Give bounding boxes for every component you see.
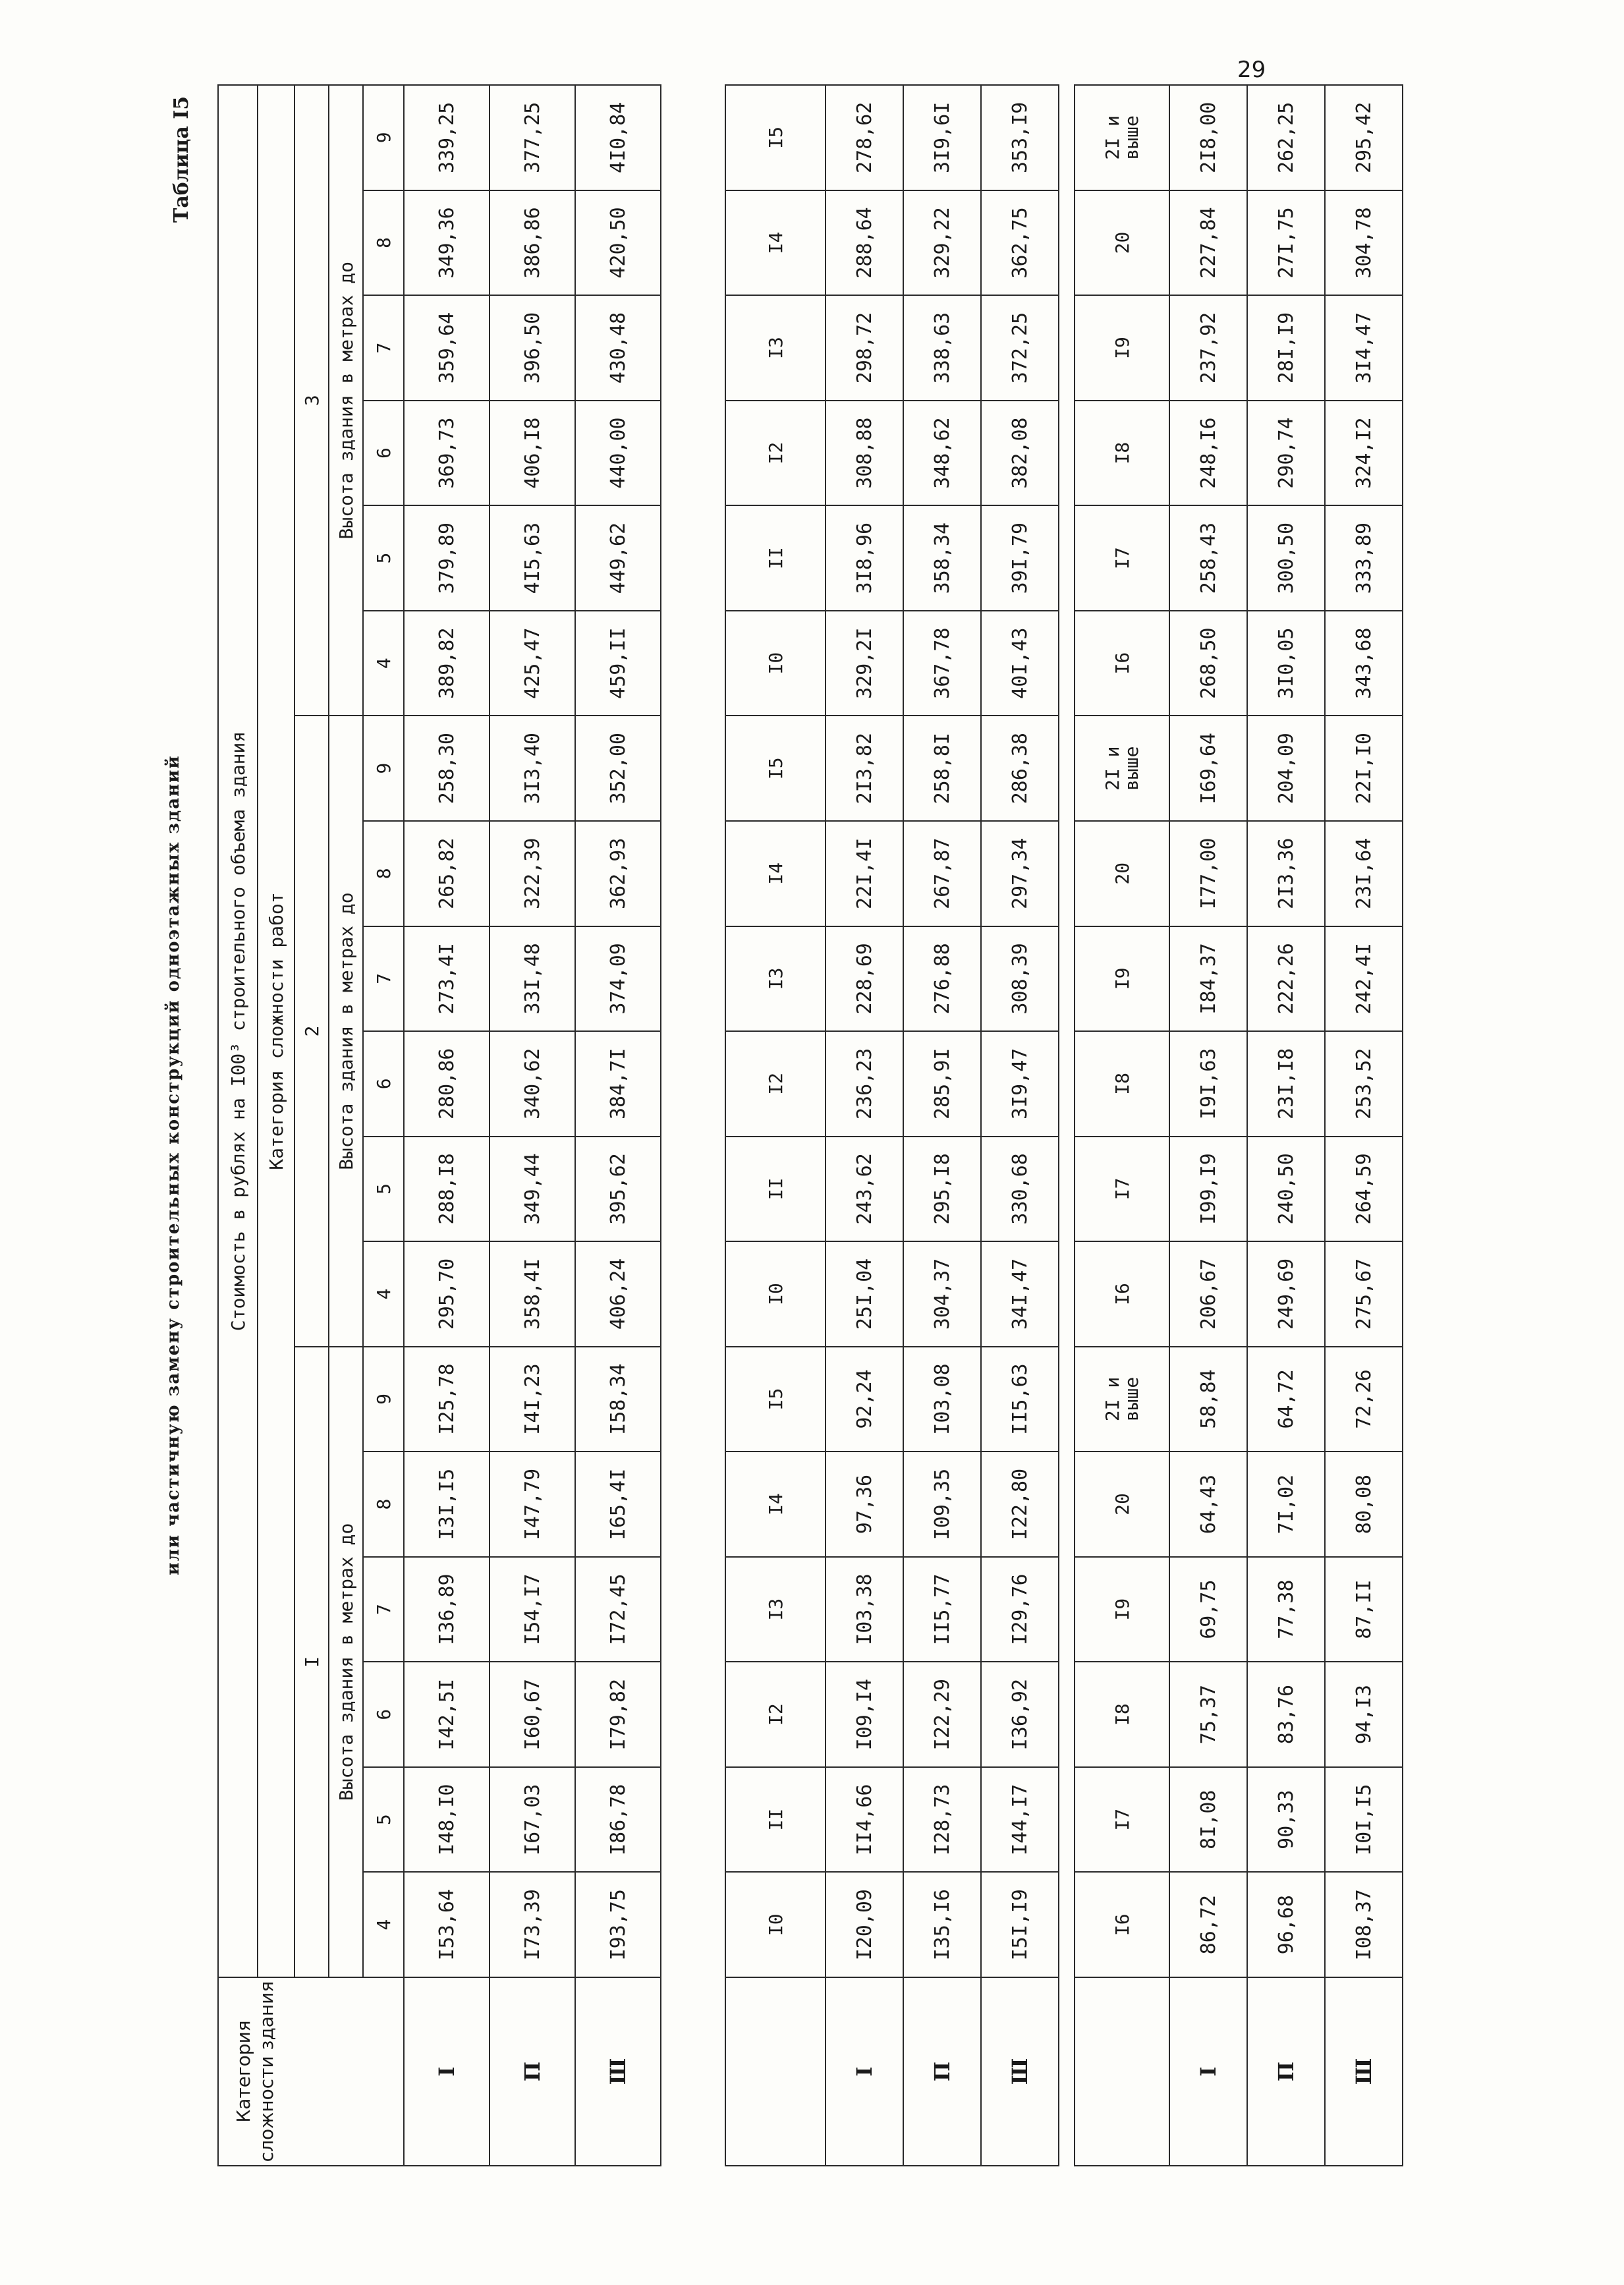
cost-table-block-heights-4-9	[217, 84, 661, 2166]
table-row	[404, 85, 490, 2166]
cost-cell: 258,43	[1169, 505, 1247, 611]
cost-cell: 28I,I9	[1247, 295, 1325, 401]
row-category-label: Ш	[575, 1977, 661, 2166]
cost-cell: I42,5I	[404, 1662, 490, 1767]
cost-cell: 304,78	[1325, 190, 1403, 296]
cost-cell: I99,I9	[1169, 1137, 1247, 1242]
cost-cell: 275,67	[1325, 1241, 1403, 1347]
work-category-header: Категория сложности работ	[258, 85, 294, 1977]
table-number: Таблица I5	[170, 96, 193, 223]
cost-cell: I73,39	[490, 1872, 575, 1977]
table-row	[1325, 85, 1403, 2166]
cost-cell: 242,4I	[1325, 926, 1403, 1032]
table-row	[575, 85, 661, 2166]
cost-cell: I48,I0	[404, 1767, 490, 1873]
height-column-header: 9	[363, 1347, 404, 1452]
cost-cell: 295,70	[404, 1241, 490, 1347]
cost-cell: 358,34	[903, 505, 981, 611]
cost-cell: 273,4I	[404, 926, 490, 1032]
cost-cell: I28,73	[903, 1767, 981, 1873]
row-category-label: Ш	[981, 1977, 1059, 2166]
cost-cell: 204,09	[1247, 716, 1325, 821]
cost-cell: 329,22	[903, 190, 981, 296]
height-column-header: 4	[363, 611, 404, 716]
cost-cell: 440,00	[575, 401, 661, 506]
cost-cell: 58,84	[1169, 1347, 1247, 1452]
height-column-header: I4	[725, 190, 826, 296]
cost-cell: 349,36	[404, 190, 490, 296]
table-row	[1247, 85, 1325, 2166]
height-header: Высота здания в метрах до	[329, 1347, 363, 1977]
cost-cell: 240,50	[1247, 1137, 1325, 1242]
cost-cell: 23I,64	[1325, 821, 1403, 926]
work-category-2: 2	[294, 716, 329, 1346]
height-column-header: 7	[363, 926, 404, 1032]
cost-cell: I22,29	[903, 1662, 981, 1767]
cost-cell: 285,9I	[903, 1031, 981, 1137]
height-column-header: 7	[363, 295, 404, 401]
height-column-header: I0	[725, 1241, 826, 1347]
height-column-header: 6	[363, 1662, 404, 1767]
cost-cell: I86,78	[575, 1767, 661, 1873]
cost-cell: 300,50	[1247, 505, 1325, 611]
cost-cell: 243,62	[826, 1137, 903, 1242]
cost-cell: I53,64	[404, 1872, 490, 1977]
cost-cell: 280,86	[404, 1031, 490, 1137]
height-column-header: I5	[725, 85, 826, 190]
cost-cell: 267,87	[903, 821, 981, 926]
cost-cell: 86,72	[1169, 1872, 1247, 1977]
cost-cell: 268,50	[1169, 611, 1247, 716]
cost-cell: 25I,04	[826, 1241, 903, 1347]
cost-cell: I29,76	[981, 1557, 1059, 1662]
height-column-header: I9	[1075, 295, 1169, 401]
cost-cell: 459,II	[575, 611, 661, 716]
height-column-header: 5	[363, 1767, 404, 1873]
cost-cell: I84,37	[1169, 926, 1247, 1032]
cost-cell: 353,I9	[981, 85, 1059, 190]
height-column-header: 9	[363, 716, 404, 821]
cost-cell: 333,89	[1325, 505, 1403, 611]
row-category-label: П	[1247, 1977, 1325, 2166]
cost-cell: I60,67	[490, 1662, 575, 1767]
cost-cell: I72,45	[575, 1557, 661, 1662]
height-column-header: 20	[1075, 821, 1169, 926]
cost-cell: 33I,48	[490, 926, 575, 1032]
cost-cell: I0I,I5	[1325, 1767, 1403, 1873]
cost-cell: 406,I8	[490, 401, 575, 506]
cost-cell: 322,39	[490, 821, 575, 926]
height-column-header: 8	[363, 190, 404, 296]
cost-cell: 348,62	[903, 401, 981, 506]
cost-cell: 362,75	[981, 190, 1059, 296]
height-column-header: 4	[363, 1872, 404, 1977]
cost-cell: I65,4I	[575, 1452, 661, 1557]
cost-cell: 288,64	[826, 190, 903, 296]
height-column-header: I4	[725, 821, 826, 926]
cost-cell: 248,I6	[1169, 401, 1247, 506]
cost-cell: 96,68	[1247, 1872, 1325, 1977]
cost-cell: 69,75	[1169, 1557, 1247, 1662]
cost-cell: 7I,02	[1247, 1452, 1325, 1557]
height-column-header: 5	[363, 1137, 404, 1242]
height-column-header: 6	[363, 1031, 404, 1137]
cost-cell: 386,86	[490, 190, 575, 296]
height-column-header: I4	[725, 1452, 826, 1557]
table-row	[490, 85, 575, 2166]
cost-cell: 369,73	[404, 401, 490, 506]
cost-cell: I5I,I9	[981, 1872, 1059, 1977]
cost-cell: I09,I4	[826, 1662, 903, 1767]
cost-cell: 3I8,96	[826, 505, 903, 611]
page-number: 29	[1237, 57, 1266, 83]
cost-cell: 389,82	[404, 611, 490, 716]
cost-cell: I36,89	[404, 1557, 490, 1662]
height-column-header: 8	[363, 821, 404, 926]
row-category-label: I	[1169, 1977, 1247, 2166]
cost-cell: 22I,I0	[1325, 716, 1403, 821]
cost-cell: I03,08	[903, 1347, 981, 1452]
height-column-header: II	[725, 1137, 826, 1242]
cost-cell: 4I5,63	[490, 505, 575, 611]
height-column-header: I6	[1075, 611, 1169, 716]
cost-cell: 329,2I	[826, 611, 903, 716]
cost-table-block-heights-16-21	[1074, 84, 1403, 2166]
cost-cell: 227,84	[1169, 190, 1247, 296]
cost-cell: I44,I7	[981, 1767, 1059, 1873]
height-header: Высота здания в метрах до	[329, 716, 363, 1346]
cost-cell: 3I9,6I	[903, 85, 981, 190]
cost-cell: 2I3,82	[826, 716, 903, 821]
height-column-header: I8	[1075, 1662, 1169, 1767]
cost-cell: I25,78	[404, 1347, 490, 1452]
cost-cell: I3I,I5	[404, 1452, 490, 1557]
height-column-header: I9	[1075, 926, 1169, 1032]
category-header: Категория сложности здания	[218, 1977, 404, 2166]
cost-cell: 206,67	[1169, 1241, 1247, 1347]
cost-cell: I22,80	[981, 1452, 1059, 1557]
cost-table-block-heights-10-15	[725, 84, 1059, 2166]
table-row	[903, 85, 981, 2166]
cost-cell: 338,63	[903, 295, 981, 401]
cost-cell: 80,08	[1325, 1452, 1403, 1557]
table-row	[826, 85, 903, 2166]
cost-cell: 3I4,47	[1325, 295, 1403, 401]
cost-cell: 97,36	[826, 1452, 903, 1557]
cost-cell: 4I0,84	[575, 85, 661, 190]
height-column-header: I2	[725, 401, 826, 506]
height-column-header: I6	[1075, 1872, 1169, 1977]
cost-cell: I08,37	[1325, 1872, 1403, 1977]
cost-cell: 343,68	[1325, 611, 1403, 716]
cost-cell: I79,82	[575, 1662, 661, 1767]
cost-cell: II5,63	[981, 1347, 1059, 1452]
cost-cell: 339,25	[404, 85, 490, 190]
cost-cell: 265,82	[404, 821, 490, 926]
cost-cell: 2I8,00	[1169, 85, 1247, 190]
cost-cell: 3I0,05	[1247, 611, 1325, 716]
cost-cell: 34I,47	[981, 1241, 1059, 1347]
height-column-header: II	[725, 505, 826, 611]
cost-cell: I77,00	[1169, 821, 1247, 926]
height-column-header: I5	[725, 1347, 826, 1452]
cost-cell: 352,00	[575, 716, 661, 821]
cost-cell: 298,72	[826, 295, 903, 401]
cost-cell: 92,24	[826, 1347, 903, 1452]
height-column-header: 2I и выше	[1075, 1347, 1169, 1452]
cost-cell: 304,37	[903, 1241, 981, 1347]
cost-cell: 358,4I	[490, 1241, 575, 1347]
cost-cell: I20,09	[826, 1872, 903, 1977]
cost-cell: 40I,43	[981, 611, 1059, 716]
cost-cell: 87,II	[1325, 1557, 1403, 1662]
height-column-header: I8	[1075, 1031, 1169, 1137]
row-category-label: П	[903, 1977, 981, 2166]
cost-cell: I58,34	[575, 1347, 661, 1452]
cost-cell: 295,42	[1325, 85, 1403, 190]
cost-cell: 430,48	[575, 295, 661, 401]
height-column-header: 7	[363, 1557, 404, 1662]
cost-cell: 39I,79	[981, 505, 1059, 611]
height-column-header: 20	[1075, 1452, 1169, 1557]
height-column-header: I7	[1075, 1137, 1169, 1242]
cost-cell: 278,62	[826, 85, 903, 190]
cost-cell: 262,25	[1247, 85, 1325, 190]
height-column-header: I6	[1075, 1241, 1169, 1347]
height-column-header: I3	[725, 1557, 826, 1662]
cost-cell: 379,89	[404, 505, 490, 611]
cost-cell: 83,76	[1247, 1662, 1325, 1767]
cost-cell: 377,25	[490, 85, 575, 190]
cost-cell: II5,77	[903, 1557, 981, 1662]
cost-cell: 90,33	[1247, 1767, 1325, 1873]
cost-cell: 72,26	[1325, 1347, 1403, 1452]
cost-cell: I9I,63	[1169, 1031, 1247, 1137]
cost-cell: 64,43	[1169, 1452, 1247, 1557]
cost-cell: 340,62	[490, 1031, 575, 1137]
cost-cell: I93,75	[575, 1872, 661, 1977]
height-header: Высота здания в метрах до	[329, 85, 363, 716]
table-caption: или частичную замену строительных конструкций одноэтажных зданий	[163, 754, 183, 1575]
cost-cell: 22I,4I	[826, 821, 903, 926]
row-category-label: I	[826, 1977, 903, 2166]
cost-cell: 362,93	[575, 821, 661, 926]
cost-cell: 286,38	[981, 716, 1059, 821]
height-column-header: 6	[363, 401, 404, 506]
cost-cell: 258,30	[404, 716, 490, 821]
cost-cell: 308,39	[981, 926, 1059, 1032]
cost-cell: 222,26	[1247, 926, 1325, 1032]
height-column-header: I7	[1075, 505, 1169, 611]
cost-cell: 396,50	[490, 295, 575, 401]
corner-cell	[1075, 1977, 1169, 2166]
work-category-3: 3	[294, 85, 329, 716]
work-category-1: I	[294, 1347, 329, 1977]
cost-cell: I4I,23	[490, 1347, 575, 1452]
cost-cell: 449,62	[575, 505, 661, 611]
height-column-header: 2I и выше	[1075, 716, 1169, 821]
cost-cell: 425,47	[490, 611, 575, 716]
height-column-header: I7	[1075, 1767, 1169, 1873]
cost-cell: 406,24	[575, 1241, 661, 1347]
cost-cell: 297,34	[981, 821, 1059, 926]
cost-cell: I47,79	[490, 1452, 575, 1557]
cost-cell: 374,09	[575, 926, 661, 1032]
cost-cell: 77,38	[1247, 1557, 1325, 1662]
cost-cell: I54,I7	[490, 1557, 575, 1662]
height-column-header: 2I и выше	[1075, 85, 1169, 190]
cost-header: Стоимость в рублях на I00³ строительного объема здания	[218, 85, 258, 1977]
cost-cell: 23I,I8	[1247, 1031, 1325, 1137]
cost-cell: I03,38	[826, 1557, 903, 1662]
height-column-header: I0	[725, 611, 826, 716]
cost-cell: 237,92	[1169, 295, 1247, 401]
cost-cell: 288,I8	[404, 1137, 490, 1242]
cost-cell: 228,69	[826, 926, 903, 1032]
cost-cell: 3I3,40	[490, 716, 575, 821]
height-column-header: I3	[725, 295, 826, 401]
height-column-header: I8	[1075, 401, 1169, 506]
height-column-header: 20	[1075, 190, 1169, 296]
cost-cell: 3I9,47	[981, 1031, 1059, 1137]
cost-cell: 64,72	[1247, 1347, 1325, 1452]
height-column-header: I5	[725, 716, 826, 821]
cost-cell: 382,08	[981, 401, 1059, 506]
height-column-header: 8	[363, 1452, 404, 1557]
height-column-header: I0	[725, 1872, 826, 1977]
cost-cell: 324,I2	[1325, 401, 1403, 506]
cost-cell: 384,7I	[575, 1031, 661, 1137]
row-category-label: П	[490, 1977, 575, 2166]
height-column-header: 4	[363, 1241, 404, 1347]
cost-cell: 264,59	[1325, 1137, 1403, 1242]
cost-cell: 8I,08	[1169, 1767, 1247, 1873]
cost-cell: 236,23	[826, 1031, 903, 1137]
cost-cell: 420,50	[575, 190, 661, 296]
cost-cell: I35,I6	[903, 1872, 981, 1977]
cost-cell: 290,74	[1247, 401, 1325, 506]
cost-cell: 295,I8	[903, 1137, 981, 1242]
cost-cell: 349,44	[490, 1137, 575, 1242]
cost-cell: 330,68	[981, 1137, 1059, 1242]
cost-cell: 359,64	[404, 295, 490, 401]
cost-cell: 75,37	[1169, 1662, 1247, 1767]
cost-cell: II4,66	[826, 1767, 903, 1873]
cost-cell: I36,92	[981, 1662, 1059, 1767]
height-column-header: I9	[1075, 1557, 1169, 1662]
cost-cell: 308,88	[826, 401, 903, 506]
corner-cell	[725, 1977, 826, 2166]
cost-cell: I69,64	[1169, 716, 1247, 821]
height-column-header: I2	[725, 1031, 826, 1137]
height-column-header: I2	[725, 1662, 826, 1767]
cost-cell: I09,35	[903, 1452, 981, 1557]
cost-cell: 253,52	[1325, 1031, 1403, 1137]
height-column-header: II	[725, 1767, 826, 1873]
cost-cell: 395,62	[575, 1137, 661, 1242]
table-row	[981, 85, 1059, 2166]
height-column-header: 5	[363, 505, 404, 611]
cost-cell: 372,25	[981, 295, 1059, 401]
row-category-label: I	[404, 1977, 490, 2166]
cost-cell: 276,88	[903, 926, 981, 1032]
cost-cell: 367,78	[903, 611, 981, 716]
row-category-label: Ш	[1325, 1977, 1403, 2166]
height-column-header: I3	[725, 926, 826, 1032]
cost-cell: 2I3,36	[1247, 821, 1325, 926]
cost-cell: 27I,75	[1247, 190, 1325, 296]
height-column-header: 9	[363, 85, 404, 190]
cost-cell: 249,69	[1247, 1241, 1325, 1347]
table-row	[1169, 85, 1247, 2166]
cost-cell: 94,I3	[1325, 1662, 1403, 1767]
cost-cell: I67,03	[490, 1767, 575, 1873]
cost-cell: 258,8I	[903, 716, 981, 821]
